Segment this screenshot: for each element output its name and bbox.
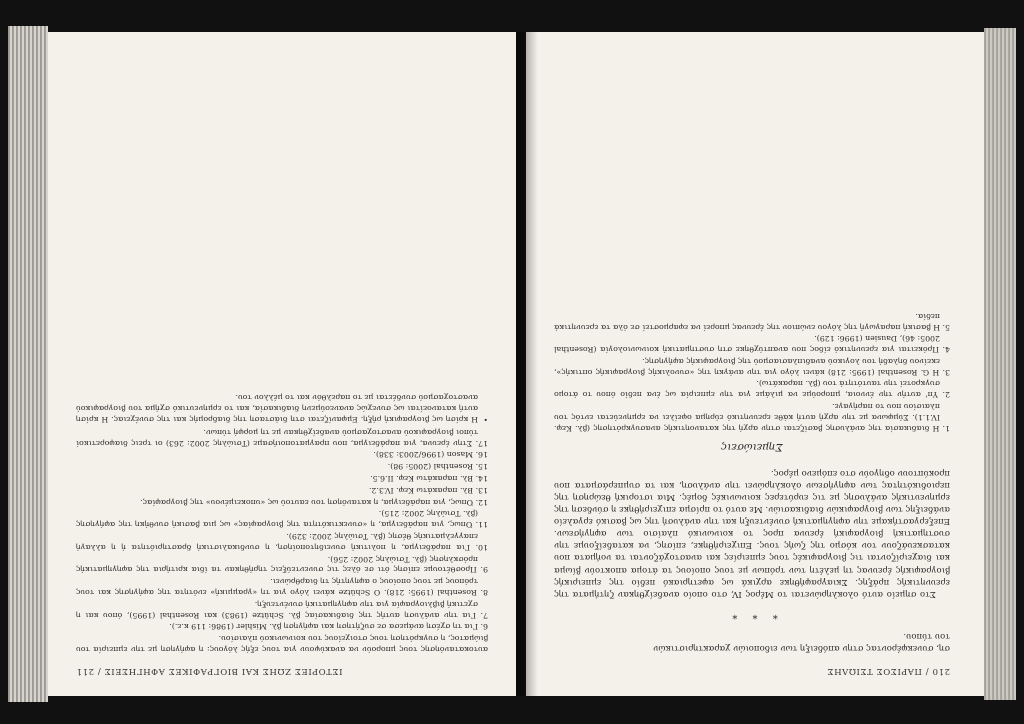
- opening-line-1: ση, συνεκφέροντας στην απόδειξη των ειδοποιών χαρακτηριστικών: [653, 643, 950, 653]
- page-edges-right: [8, 26, 48, 702]
- section-separator: * * *: [726, 608, 778, 620]
- note-item: 8. Rosenthal (1995: 218). Ο Schütze κάνει λόγο για τη «γραμμική» ενότητα της αφήγησης και τους τρόπους με τους οποίους ο αφηγητής τη διαρθρώνει.: [76, 577, 488, 598]
- note-item: 5. Η βασική παραγωγή της λόγου ενώπιον της έρευνας μπορεί να εφαρμοστεί σε όλα τα ερευνητικά πεδία.: [554, 311, 950, 332]
- notes-list-211: [76, 392, 488, 654]
- note-item: 12. Όπως, για παράδειγμα, η κατανόηση του εαυτού ως «υποκειμένου» της βιογραφίας.: [140, 497, 488, 507]
- page-211: [46, 32, 516, 696]
- note-item: 16. Mason (1996/2003: 338).: [373, 450, 488, 460]
- notes-list-210: [554, 310, 950, 433]
- notes-heading: Σημειώσεις: [721, 440, 783, 453]
- page-header-210: 210 / ΠΑΡΙΣΟΣ ΤΣΙΩΛΗΣ: [826, 666, 950, 676]
- note-item: 10. Για παράδειγμα, η πολιτική συνειδητοποίηση, η συνδικαλιστική δραστηριότητα ή η αλλαγή επαγγελματικής θέσης (βλ. Τσιώλης 2002: 329).: [76, 532, 488, 552]
- note-item: 14. Βλ. παρακάτω Κεφ. II.6.5.: [370, 474, 488, 484]
- note-item: 4. Πρόκειται για ερευνητικό είδος που αναπτύχθηκε στη συστηματική κοινωνιολογία (Rosenthal 2005: 46), Dausien (1996: 129).: [554, 334, 950, 355]
- page-210: [526, 32, 984, 696]
- note-item: 1. Η διαδικασία της ανάλυσης βασίζεται στην αρχή της κατανοητικής ανασυγκρότησης (βλ. Κεφ. IV.1.1). Σύμφωνα με την αρχή αυτή κάθε ερευνητικό εύρημα οφείλει να ερμηνεύεται εντός του πλαισίου που το παρήγαγε.: [554, 402, 950, 433]
- note-item: 7. Για την ανάλυση αυτής της διαδικασίας βλ. Schütze (1983) και Rosenthal (1995), όπου και η σχετική βιβλιογραφία για την αφηγηματική συνέντευξη.: [76, 599, 488, 620]
- note-item: 13. Βλ. παρακάτω Κεφ. IV.3.2.: [368, 485, 488, 495]
- page-header-211: ΙΣΤΟΡΙΕΣ ΖΩΗΣ ΚΑΙ ΒΙΟΓΡΑΦΙΚΕΣ ΑΦΗΓΗΣΕΙΣ / 211: [76, 666, 343, 676]
- note-item: 3. Η G. Rosenthal (1995: 218) κάνει λόγο για την ανάγκη της «συνολικής βιογραφικής οπτικής», εκείνου δηλαδή του λογικού αναδιπλασιασμού της βιογραφικής αφήγησης.: [554, 356, 950, 377]
- opening-line-2: του τύπου.: [903, 630, 950, 641]
- page-edges-left: [984, 28, 1016, 700]
- note-item: 2. Υπ' αυτήν την έννοια, μπορούμε να μιλάμε για την εμπειρία ως ένα πεδίο όπου το άτομο συγκροτεί την ταυτότητά του (βλ. παρακάτω).: [554, 379, 950, 400]
- note-continuation: αυτοκατανόησης τους μπορούν να ανακύψουν για τους εξής λόγους: η αφήγηση με την εμπειρία του βιώματος, η συγκρότηση τους στοιχείους του κοινωνικού πλαισίου.: [76, 634, 488, 654]
- closing-paragraph: Στο σημείο αυτό ολοκληρώνεται το Μέρος IV, στο οποίο αναδείχθηκαν ζητήματα της ερευνητικής πράξης. Σκιαγραφήθηκε αρχικά ως αφετηριακό πεδίο της εμπειρικής βιογραφικής έρευνας τη μελέτη των τρόπων με τους οποίους τα άτομα αποκτούν βίωμα και διαχειρίζονται τις βιογραφικές τους εμπειρίες και αναστοχάζονται τα νοήματα που κατασκευάζουν τον κόσμο της ζωής τους. Επιχειρήθηκε, επίσης, να καταδείξουμε την συστηματική βιογραφική έρευνα προς το κοινωνικό πλαίσιο των αφηγήσεων. Επεξεργαστήκαμε την αφηγηματική συνέντευξη και την ανάλυσή της ως βασικό εργαλείο ανάδειξης των βιογραφικών διαδικασιών. Με αυτό το πρίσμα επιχειρήθηκε η σύνδεση της ερμηνευτικής ανάλυσης με τις ευρύτερες κοινωνικές δομές. Μια ιστορική θεώρηση της περιοδικότητας των αφηγήσεων ολοκληρώνει την ανάλυση, και τα συμπεράσματα που προκύπτουν οδηγούν στο επόμενο μέρος.: [554, 467, 950, 599]
- note-item: 15. Rosenthal (2005: 98).: [387, 462, 488, 472]
- note-item: 11. Όπως, για παράδειγμα, η «συνεκτικότητα της βιογραφίας» ως μια βασική συνθήκη της αφήγησης (βλ. Τσιώλης 2002: 215).: [76, 509, 488, 530]
- note-item: 9. Προσθέτουμε επίσης ότι σε όλες τις συνεντεύξεις τηρήθηκαν τα ίδια κριτήρια της αφηγηματικής πρόσκλησης (βλ. Τσιώλης 2002: 256).: [76, 554, 488, 575]
- note-item: 6. Για τη σχέση ανάμεσα σε συζήτηση και αφήγηση βλ. Mishler (1986: 119 κ.ε.).: [169, 622, 488, 632]
- bullet-note: • Η κρίση ως βιογραφική ρήξη. Εμφανίζεται στη διάσταση της διαδρομής και της συνέχειας. Η κρίση αυτή κατανοείται ως συνεχώς ανανεούμενη διαδικασία, και το ερμηνευτικό σχήμα του βιογραφικού αναστοχασμού συνδέεται με το παρελθόν και το μέλλον του.: [76, 392, 488, 424]
- page-210-body: [554, 467, 950, 654]
- note-item: 17. Στην έρευνα, για παράδειγμα, που πραγματοποιήσαμε (Τσιώλης 2002: 263) οι τρεις διαφορετικοί τύποι βιογραφικού αναστοχασμού αναδείχθηκαν με τη μορφή τύπων.: [76, 427, 488, 448]
